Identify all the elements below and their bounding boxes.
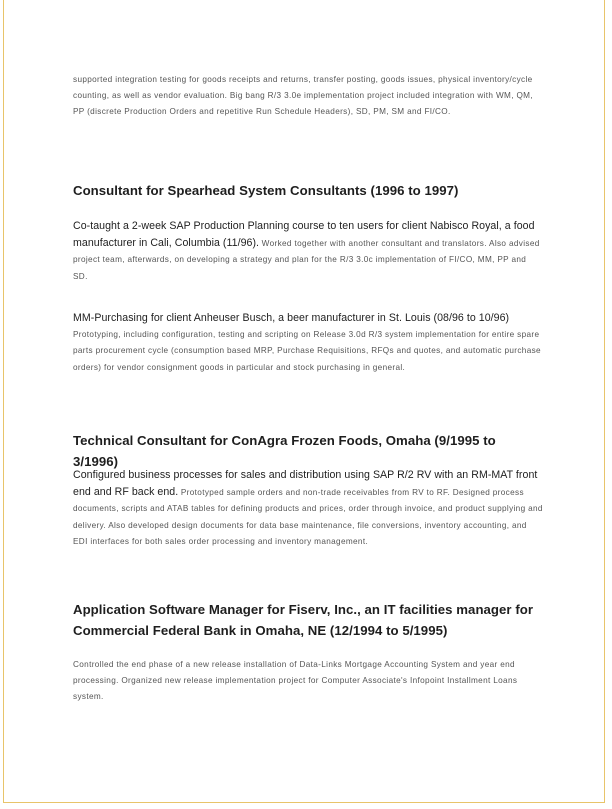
paragraph-body: Prototyped sample orders and non-trade receivables from RV to RF. Designed process documents, scripts and ATAB tables for defining products and prices, order through invoice, and product supplying and delivery. Also developed design documents for data base maintenance, file conversions, inventory accounting, and EDI interfaces for both sales order processing and inventory management. [73, 488, 543, 546]
section-heading: Application Software Manager for Fiserv, Inc., an IT facilities manager for Commercial Federal Bank in Omaha, NE (12/1994 to 5/1995) [73, 602, 534, 638]
section-conagra-para-1 [73, 467, 543, 550]
section-fiserv [73, 599, 543, 641]
paragraph-lead: Configured business processes for sales and distribution using SAP R/2 RV with an RM-MAT front end and RF back end. [73, 469, 538, 499]
section-heading: Consultant for Spearhead System Consultants (1996 to 1997) [73, 183, 459, 198]
section-spearhead [73, 180, 543, 201]
intro-paragraph: supported integration testing for goods receipts and returns, transfer posting, goods issues, physical inventory/cycle counting, as well as vendor evaluation. Big bang R/3 3.0e implementation project included integration with WM, QM, PP (discrete Production Orders and repetitive Run Schedule Headers), SD, PM, SM and FI/CO. [73, 75, 533, 117]
paragraph-lead: MM-Purchasing for client Anheuser Busch, a beer manufacturer in St. Louis (08/96 to 10/96) [73, 312, 510, 324]
paragraph [73, 656, 543, 706]
section-spearhead-para-1 [73, 218, 543, 285]
paragraph-body: Controlled the end phase of a new release installation of Data-Links Mortgage Accounting System and year end processing. Organized new release implementation project for Computer Associate's Infopoint Installment Loans system. [73, 660, 518, 702]
paragraph-body: Worked together with another consultant and translators. Also advised project team, afterwards, on developing a strategy and plan for the R/3 3.0c implementation of FI/CO, MM, PP and SD. [73, 239, 540, 281]
paragraph [73, 218, 543, 285]
section-spearhead-para-2 [73, 310, 543, 376]
section-conagra [73, 430, 543, 472]
section-fiserv-para-1 [73, 656, 543, 706]
paragraph-lead: Co-taught a 2-week SAP Production Planning course to ten users for client Nabisco Royal, a food manufacturer in Cali, Columbia (11/96). [73, 220, 535, 250]
intro-block [73, 72, 543, 121]
paragraph-body: Prototyping, including configuration, testing and scripting on Release 3.0d R/3 system implementation for entire spare parts procurement cycle (consumption based MRP, Purchase Requisitions, RFQs and quotes, and automatic purchase orders) for vendor consignment goods in particular and stock purchasing in general. [73, 330, 541, 372]
paragraph [73, 467, 543, 550]
section-heading: Technical Consultant for ConAgra Frozen Foods, Omaha (9/1995 to 3/1996) [73, 433, 496, 469]
paragraph [73, 310, 543, 376]
resume-page [3, 0, 605, 803]
